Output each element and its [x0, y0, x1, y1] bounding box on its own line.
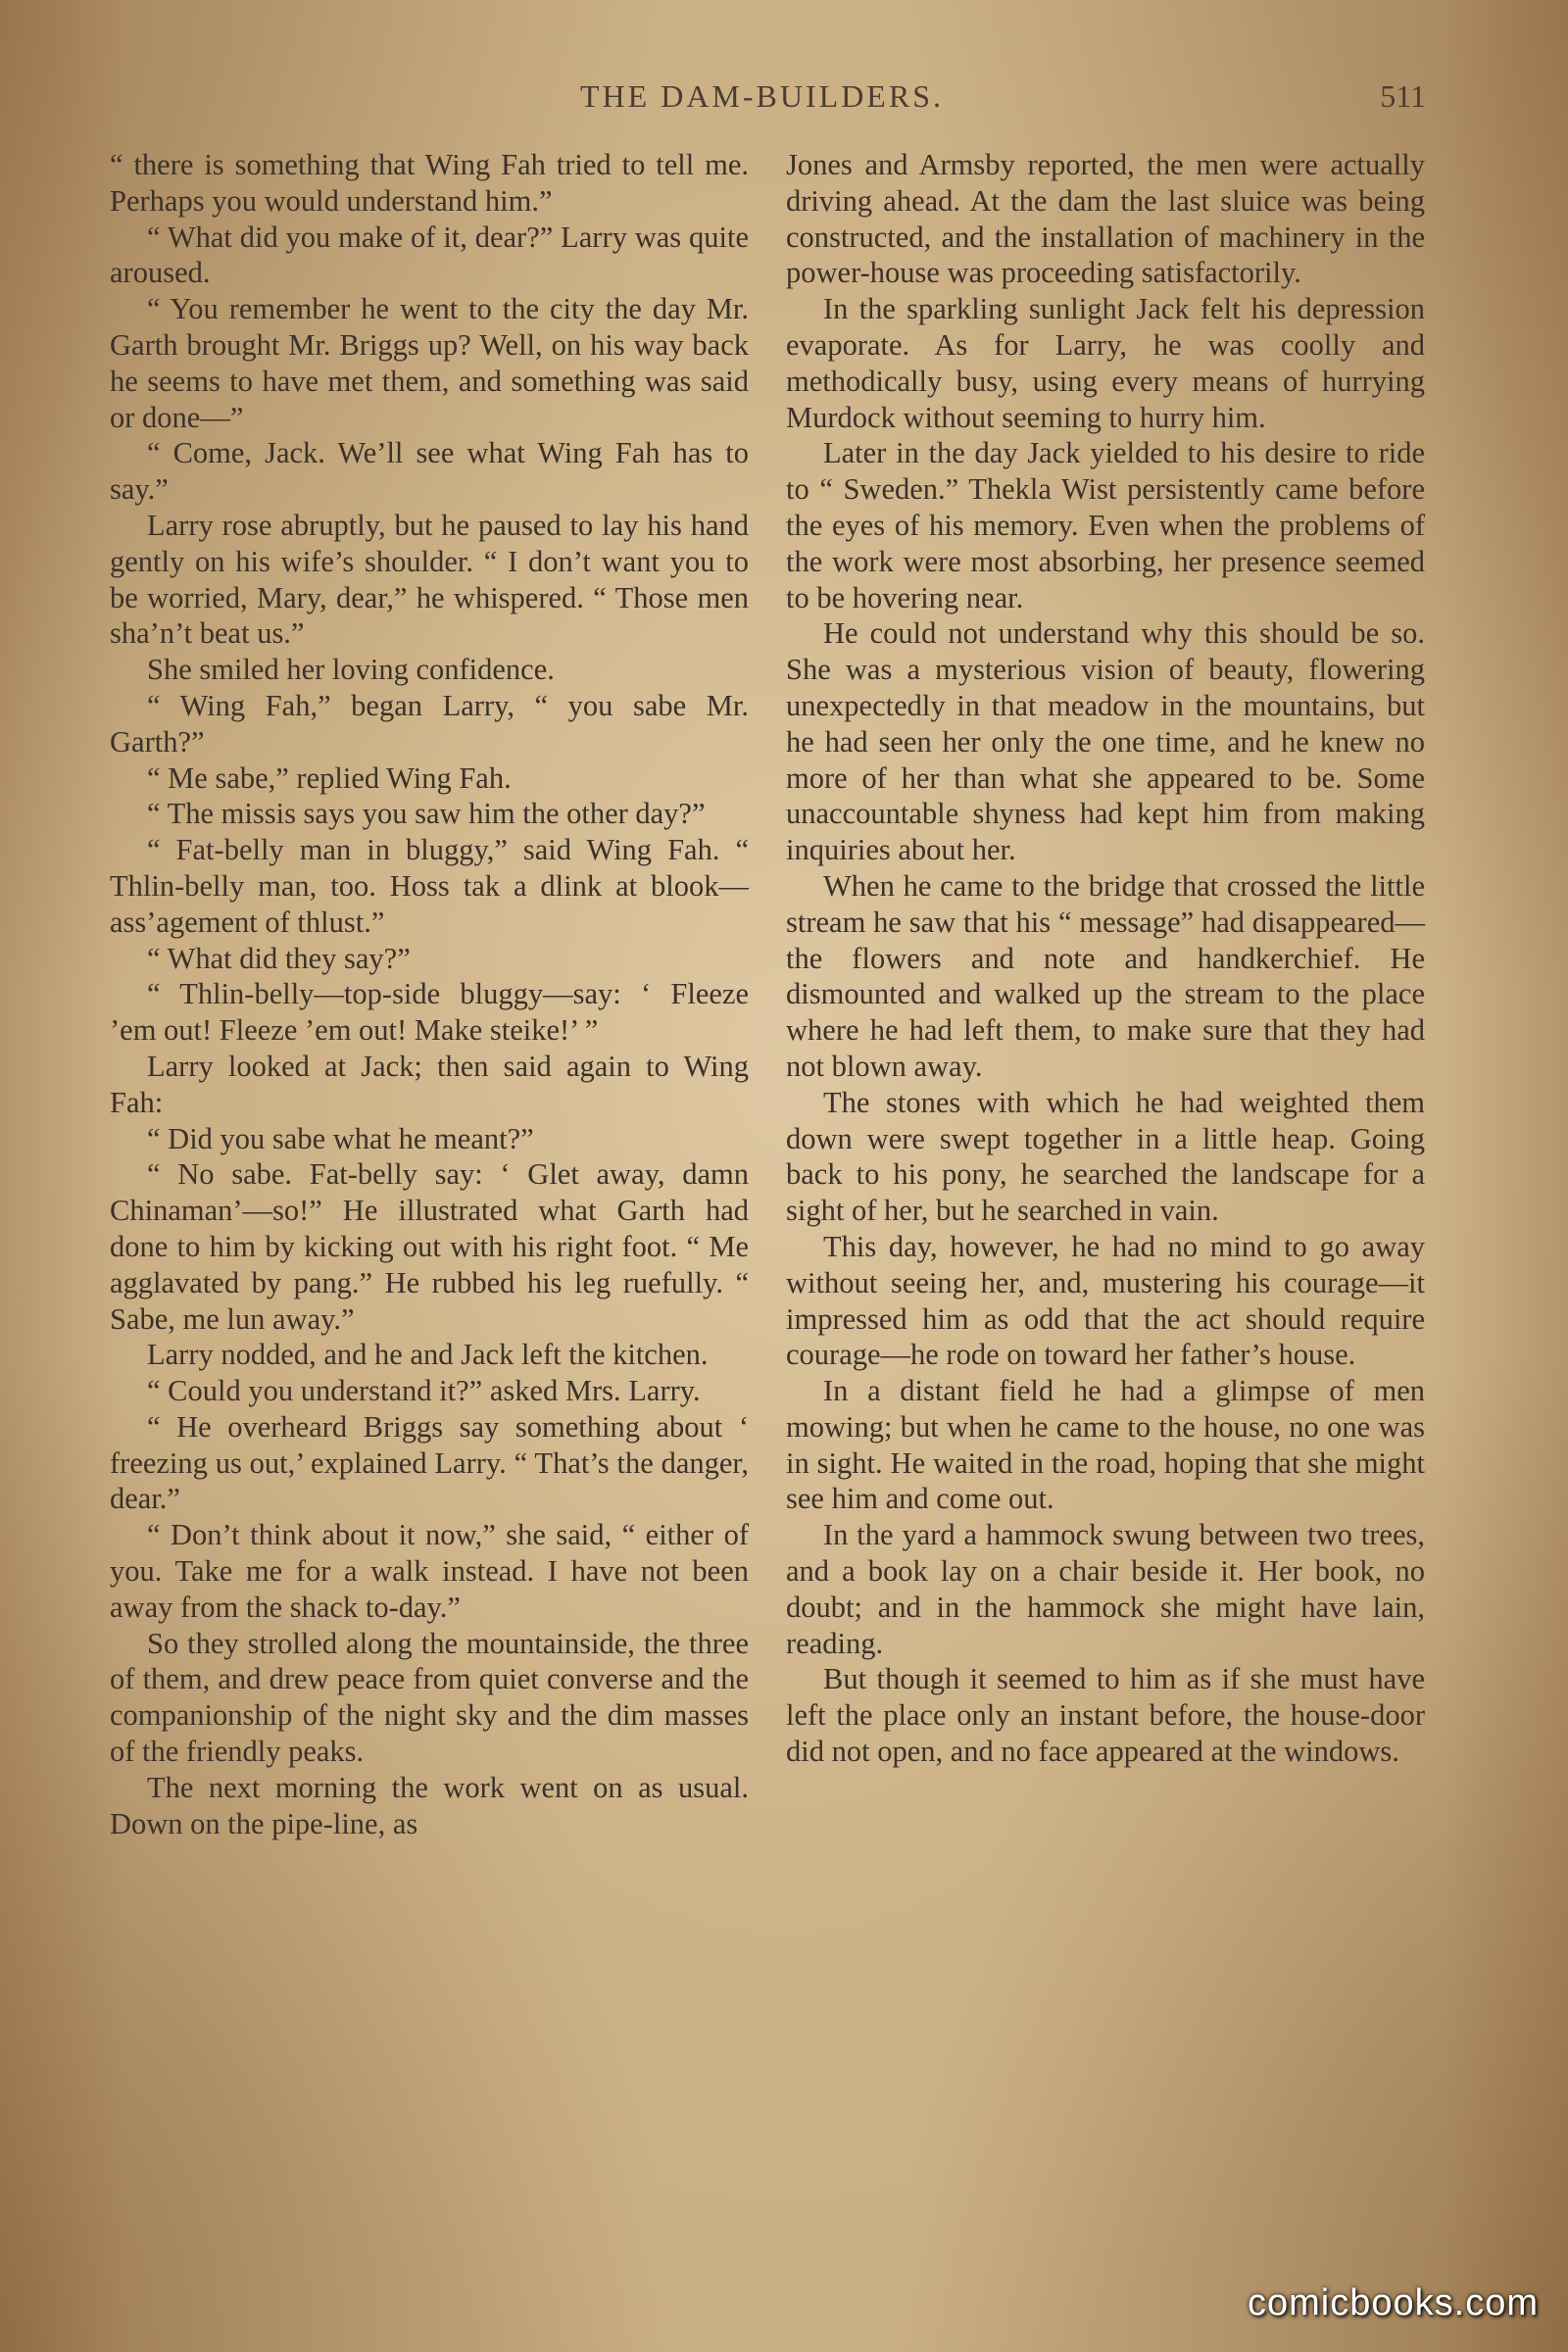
- paragraph: “ Come, Jack. We’ll see what Wing Fah has to say.”: [110, 436, 749, 507]
- watermark-logo: comicbooks.com: [1248, 2282, 1539, 2324]
- paragraph: “ Don’t think about it now,” she said, “ either of you. Take me for a walk instead. I have not been away from the shack to-day.”: [110, 1518, 749, 1624]
- paragraph: “ You remember he went to the city the day Mr. Garth brought Mr. Briggs up? Well, on his way back he seems to have met them, and something was said or done—”: [110, 292, 749, 434]
- paragraph: “ Thlin-belly—top-side bluggy—say: ‘ Fleeze ’em out! Fleeze ’em out! Make steike!’ ”: [110, 977, 749, 1048]
- paragraph: “ The missis says you saw him the other day?”: [147, 797, 706, 831]
- paragraph: The next morning the work went on as usual. Down on the pipe-line, as: [110, 1770, 749, 1840]
- paragraph: “ No sabe. Fat-belly say: ‘ Glet away, damn Chinaman’—so!” He illustrated what Garth had done to him by kicking out with his right foot. “ Me agglavated by pang.” He rubbed his leg ruefully. “ Sabe, me lun away.”: [110, 1157, 749, 1336]
- paragraph: In the sparkling sunlight Jack felt his depression evaporate. As for Larry, he was coolly and methodically busy, using every means of hurrying Murdock without seeming to hurry him.: [786, 292, 1425, 434]
- paragraph: Later in the day Jack yielded to his desire to ride to “ Sweden.” Thekla Wist persistently came before the eyes of his memory. Even when the problems of the work were most absorbing, her presence seemed to be hovering near.: [786, 436, 1425, 614]
- running-title: THE DAM-BUILDERS.: [580, 78, 944, 114]
- paragraph: “ Could you understand it?” asked Mrs. Larry.: [147, 1374, 701, 1408]
- paragraph: Larry looked at Jack; then said again to Wing Fah:: [110, 1049, 749, 1119]
- paragraph: “ Me sabe,” replied Wing Fah.: [147, 760, 512, 795]
- paragraph: He could not understand why this should be so. She was a mysterious vision of beauty, flowering unexpectedly in that meadow in the mountains, but he had seen her only the one time, and he knew no more of her than what she appeared to be. Some unaccountable shyness had kept him from making inquiries about her.: [786, 616, 1425, 867]
- paragraph: She smiled her loving confidence.: [147, 653, 555, 687]
- left-text-column: [110, 147, 749, 1841]
- paragraph: In a distant field he had a glimpse of men mowing; but when he came to the house, no one was in sight. He waited in the road, hoping that she might see him and come out.: [786, 1374, 1425, 1516]
- paragraph: When he came to the bridge that crossed the little stream he saw that his “ message” had disappeared—the flowers and note and handkerchief. He dismounted and walked up the stream to the place where he had left them, to make sure that they had not blown away.: [786, 868, 1425, 1083]
- right-text-column: [786, 147, 1425, 1770]
- paragraph: “ Wing Fah,” began Larry, “ you sabe Mr. Garth?”: [110, 688, 749, 759]
- page-number: 511: [1380, 78, 1426, 114]
- running-header: [98, 78, 1426, 127]
- paragraph: “ He overheard Briggs say something about ‘ freezing us out,’ explained Larry. “ That’s the danger, dear.”: [110, 1409, 749, 1516]
- paragraph: So they strolled along the mountainside, the three of them, and drew peace from quiet converse and the companionship of the night sky and the dim masses of the friendly peaks.: [110, 1626, 749, 1769]
- paragraph: “ What did you make of it, dear?” Larry was quite aroused.: [110, 220, 749, 290]
- paragraph: Larry rose abruptly, but he paused to lay his hand gently on his wife’s shoulder. “ I don’t want you to be worried, Mary, dear,” he whispered. “ Those men sha’n’t beat us.”: [110, 508, 749, 651]
- paragraph: But though it seemed to him as if she must have left the place only an instant before, the house-door did not open, and no face appeared at the windows.: [786, 1662, 1425, 1769]
- paragraph: “ What did they say?”: [147, 941, 411, 975]
- paragraph: This day, however, he had no mind to go away without seeing her, and, mustering his courage—it impressed him as odd that the act should require courage—he rode on toward her father’s house.: [786, 1229, 1425, 1372]
- paragraph: “ Fat-belly man in bluggy,” said Wing Fah. “ Thlin-belly man, too. Hoss tak a dlink at blook—ass’agement of thlust.”: [110, 833, 749, 939]
- paragraph: The stones with which he had weighted them down were swept together in a little heap. Going back to his pony, he searched the landscape for a sight of her, but he searched in vain.: [786, 1085, 1425, 1228]
- paragraph: Larry nodded, and he and Jack left the kitchen.: [147, 1338, 709, 1372]
- paragraph: Jones and Armsby reported, the men were actually driving ahead. At the dam the last sluice was being constructed, and the installation of machinery in the power-house was proceeding satisfactorily.: [786, 148, 1425, 290]
- paragraph: “ there is something that Wing Fah tried to tell me. Perhaps you would understand him.”: [110, 148, 749, 218]
- paragraph: “ Did you sabe what he meant?”: [147, 1121, 534, 1155]
- paragraph: In the yard a hammock swung between two trees, and a book lay on a chair beside it. Her book, no doubt; and in the hammock she might have lain, reading.: [786, 1518, 1425, 1660]
